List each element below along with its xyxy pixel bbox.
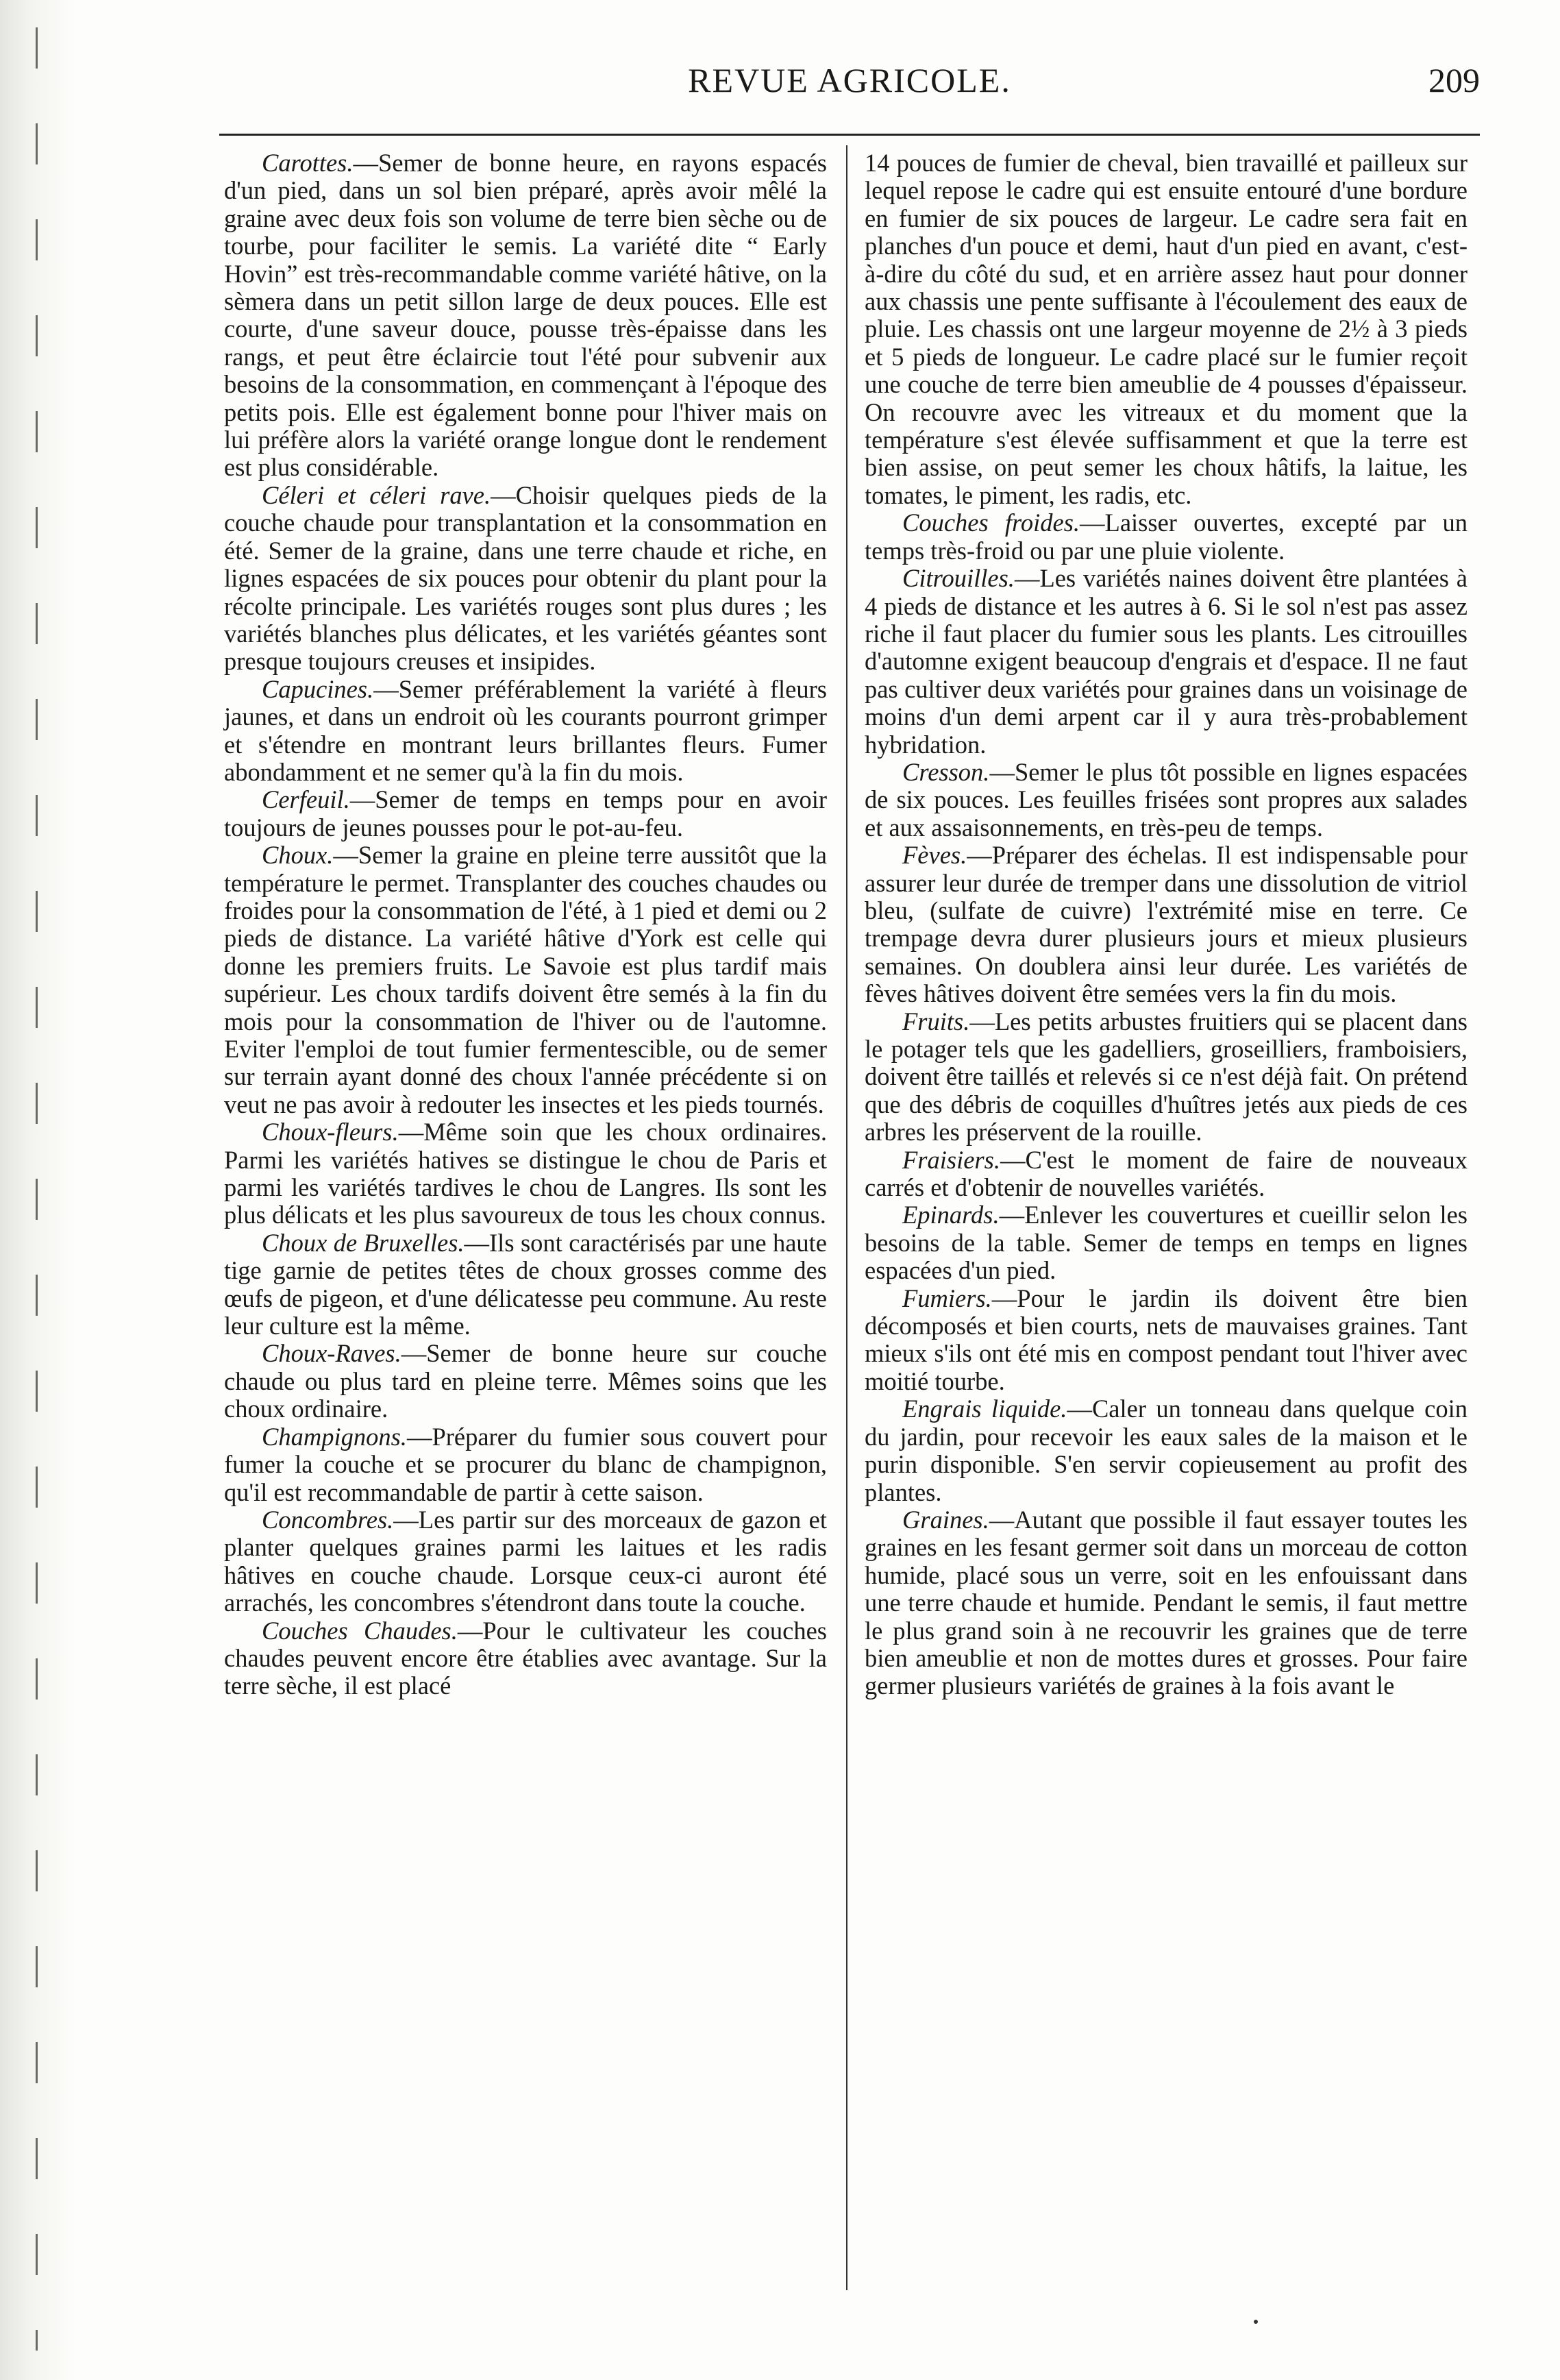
paragraph: [224, 786, 827, 842]
column-divider: [846, 145, 847, 2290]
entry-text: —Semer le plus tôt possible en lignes espacées de six pouces. Les feuilles frisées sont propres aux salades et aux assaisonnements, en très-peu de temps.: [865, 757, 1468, 842]
entry-text: —Laisser ouvertes, excepté par un temps très-froid ou par une pluie violente.: [865, 508, 1468, 565]
entry-term: Engrais liquide.: [902, 1395, 1067, 1423]
entry-term: Champignons.: [262, 1422, 407, 1451]
paragraph: [224, 676, 827, 787]
paragraph: [224, 1229, 827, 1340]
entry-term: Citrouilles.: [902, 564, 1015, 593]
entry-term: Concombres.: [262, 1505, 394, 1534]
running-title: REVUE AGRICOLE.: [688, 61, 1011, 99]
entry-text: —Les variétés naines doivent être plantées à 4 pieds de distance et les autres à 6. Si le sol n'est pas assez riche il faut placer du fumier sous les plants. Les citrouilles d'automne exigent beaucoup d'engrais et d'espace. Il ne faut pas cultiver deux variétés pour graines dans un voisinage de moins d'un demi arpent car il y aura très-probablement hybridation.: [865, 564, 1468, 759]
entry-term: Céleri et céleri rave.: [262, 480, 491, 509]
entry-text: —Semer de bonne heure, en rayons espacés d'un pied, dans un sol bien préparé, après avoir mêlé la graine avec deux fois son volume de terre bien sèche ou de tourbe, pour faciliter le semis. La variété dite “ Early Hovin” est très-recommandable comme variété hâtive, on la sèmera dans un petit sillon large de deux pouces. Elle est courte, d'une saveur douce, pousse très-épaisse dans les rangs, et peut être éclaircie tout l'été pour subvenir aux besoins de la consommation, en commençant à l'époque des petits pois. Elle est également bonne pour l'hiver mais on lui préfère alors la variété orange longue dont le rendement est plus considérable.: [224, 149, 827, 482]
paragraph: [224, 1340, 827, 1423]
paragraph: [224, 149, 827, 482]
entry-term: Couches froides.: [902, 508, 1080, 537]
entry-text: —Choisir quelques pieds de la couche chaude pour transplantation et la consommation en été. Semer de la graine, dans une terre chaude et riche, en lignes espacées de six pouces pour obtenir du plant pour la récolte principale. Les variétés rouges sont plus dures ; les variétés blanches plus délicates, et les variétés géantes sont presque toujours creuses et insipides.: [224, 480, 827, 676]
entry-term: Cerfeuil.: [262, 785, 350, 814]
entry-text: —Enlever les couvertures et cueillir selon les besoins de la table. Semer de temps en temps en lignes espacées d'un pied.: [865, 1201, 1468, 1285]
paragraph: [224, 1118, 827, 1229]
entry-text: —Autant que possible il faut essayer toutes les graines en les fesant germer soit dans un morceau de cotton humide, placé sous un verre, soit en les enfouissant dans une terre chaude et humide. Pendant le semis, il faut mettre le plus grand soin à ne recouvrir les graines que de terre bien ameublie et non de mottes dures et grosses. Pour faire germer plusieurs variétés de graines à la fois avant le: [865, 1505, 1468, 1700]
entry-term: Graines.: [902, 1505, 989, 1534]
paragraph: [865, 149, 1468, 509]
entry-term: Fruits.: [902, 1007, 970, 1035]
paragraph: [865, 1285, 1468, 1396]
paragraph: [865, 509, 1468, 565]
paragraph: [865, 1008, 1468, 1146]
entry-text: —Semer de bonne heure sur couche chaude ou plus tard en pleine terre. Mêmes soins que les choux ordinaire.: [224, 1339, 827, 1423]
entry-term: Choux.: [262, 841, 334, 870]
entry-text: 14 pouces de fumier de cheval, bien travaillé et pailleux sur lequel repose le cadre qui est ensuite entouré d'une bordure en fumier de six pouces de largeur. Le cadre sera fait en planches d'un pouce et demi, haut d'un pied en avant, c'est-à-dire du côté du sud, et en arrière assez haut pour donner aux chassis une pente suffisante à l'écoulement des eaux de pluie. Les chassis ont une largeur moyenne de 2½ à 3 pieds et 5 pieds de longueur. Le cadre placé sur le fumier reçoit une couche de terre bien ameublie de 4 pousses d'épaisseur. On recouvre avec les vitreaux et du moment que la température s'est élevée suffisamment et que la terre est bien assise, on peut semer les choux hâtifs, la laitue, les tomates, le piment, les radis, etc.: [865, 149, 1468, 509]
entry-term: Carottes.: [262, 149, 354, 177]
entry-text: —Caler un tonneau dans quelque coin du jardin, pour recevoir les eaux sales de la maison et le purin disponible. S'en servir copieusement au profit des plantes.: [865, 1395, 1468, 1506]
page-header: [219, 60, 1480, 122]
entry-text: —Pour le cultivateur les couches chaudes peuvent encore être établies avec avantage. Sur la terre sèche, il est placé: [224, 1616, 828, 1700]
paragraph: [224, 1617, 827, 1700]
entry-term: Cresson.: [902, 757, 990, 786]
paragraph: [865, 565, 1468, 759]
entry-term: Choux de Bruxelles.: [262, 1228, 465, 1257]
entry-text: —Préparer du fumier sous couvert pour fumer la couche et se procurer du blanc de champignon, qu'il est recommandable de partir à cette saison.: [224, 1422, 827, 1506]
entry-term: Capucines.: [262, 674, 374, 703]
entry-term: Choux-Raves.: [262, 1339, 401, 1368]
entry-term: Fumiers.: [902, 1284, 992, 1312]
paragraph: [865, 1506, 1468, 1700]
entry-text: —Semer de temps en temps pour en avoir toujours de jeunes pousses pour le pot-au-feu.: [224, 785, 827, 842]
entry-term: Epinards.: [902, 1201, 1000, 1229]
entry-term: Fèves.: [902, 841, 967, 870]
paragraph: [865, 1146, 1468, 1202]
paragraph: [224, 842, 827, 1118]
binding-edge: [36, 27, 38, 2351]
entry-text: —Ils sont caractérisés par une haute tige garnie de petites têtes de choux grosses comme des œufs de pigeon, et d'une délicatesse peu commune. Au reste leur culture est la même.: [224, 1228, 827, 1340]
entry-term: Fraisiers.: [902, 1145, 1000, 1174]
entry-text: —Même soin que les choux ordinaires. Parmi les variétés hatives se distingue le chou de Paris et parmi les variétés tardives le chou de Langres. Ils sont les plus délicats et les plus savoureux de tous les choux connus.: [224, 1118, 827, 1229]
header-rule: [219, 134, 1480, 136]
ink-dot: [1254, 2320, 1258, 2324]
entry-text: —Les petits arbustes fruitiers qui se placent dans le potager tels que les gadelliers, groseilliers, framboisiers, doivent être taillés et relevés si ce n'est déjà fait. On prétend que des débris de coquilles d'huîtres jetés aux pieds de ces arbres les préservent de la rouille.: [865, 1007, 1468, 1146]
entry-text: —Pour le jardin ils doivent être bien décomposés et bien courts, nets de mauvaises graines. Tant mieux s'ils ont été mis en compost pendant tout l'hiver avec moitié tourbe.: [865, 1284, 1468, 1395]
entry-text: —C'est le moment de faire de nouveaux carrés et d'obtenir de nouvelles variétés.: [865, 1145, 1468, 1202]
paragraph: [865, 1395, 1468, 1506]
right-column: [865, 149, 1468, 1700]
entry-term: Couches Chaudes.: [262, 1616, 458, 1645]
paragraph: [224, 1506, 827, 1617]
paragraph: [224, 1423, 827, 1506]
scan-margin: [0, 0, 75, 2380]
paragraph: [865, 759, 1468, 842]
entry-text: —Préparer des échelas. Il est indispensable pour assurer leur durée de tremper dans une dissolution de vitriol bleu, (sulfate de cuivre) l'extrémité mise en terre. Ce trempage devra durer plusieurs jours et mieux plusieurs semaines. On doublera ainsi leur durée. Les variétés de fèves hâtives doivent être semées vers la fin du mois.: [865, 841, 1468, 1008]
entry-term: Choux-fleurs.: [262, 1118, 399, 1146]
entry-text: —Semer préférablement la variété à fleurs jaunes, et dans un endroit où les courants pourront grimper et s'étendre en montrant leurs brillantes fleurs. Fumer abondamment et ne semer qu'à la fin du mois.: [224, 674, 827, 786]
entry-text: —Les partir sur des morceaux de gazon et planter quelques graines parmi les laitues et les radis hâtives en couche chaude. Lorsque ceux-ci auront été arrachés, les concombres s'étendront dans toute la couche.: [224, 1505, 827, 1617]
left-column: [224, 149, 827, 1700]
paragraph: [224, 482, 827, 676]
paragraph: [865, 1201, 1468, 1284]
entry-text: —Semer la graine en pleine terre aussitôt que la température le permet. Transplanter des couches chaudes ou froides pour la consommation de l'été, à 1 pied et demi ou 2 pieds de distance. La variété hâtive d'York est celle qui donne les premiers fruits. Le Savoie est plus tardif mais supérieur. Les choux tardifs doivent être semés à la fin du mois pour la consommation de l'hiver ou de l'automne. Eviter l'emploi de tout fumier fermentescible, ou de semer sur terrain ayant donné des choux l'année précédente si on veut ne pas avoir à redouter les insectes et les pieds tournés.: [224, 841, 827, 1118]
paragraph: [865, 842, 1468, 1007]
page-number: 209: [1428, 61, 1480, 99]
